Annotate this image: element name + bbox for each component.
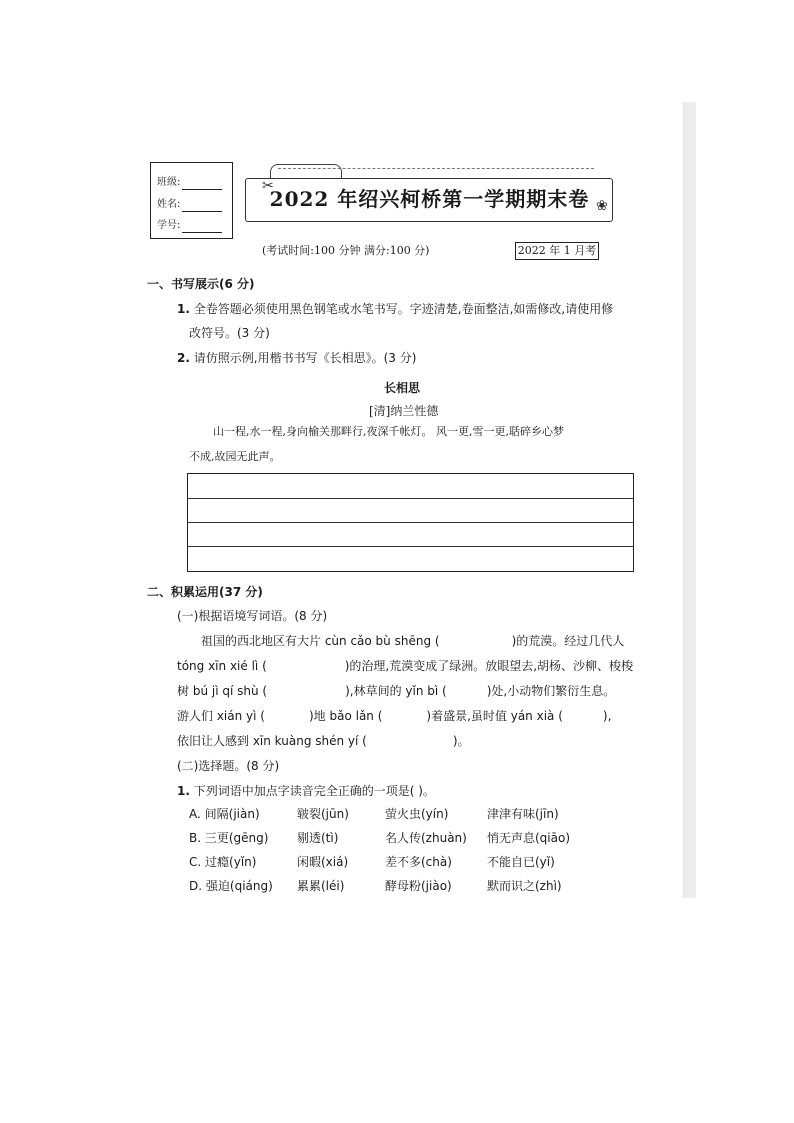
question-2-number: 2. (177, 351, 190, 365)
fill-text: )。 (452, 734, 470, 748)
option-label: D. (189, 879, 203, 893)
student-id-line (182, 222, 222, 233)
pinyin-bu-ji-qi-shu: bú jì qí shù (192, 684, 259, 698)
option-label: A. (189, 807, 201, 821)
answer-blank-4[interactable] (447, 683, 487, 695)
option-word (487, 878, 562, 894)
option-word (385, 854, 452, 870)
option-word-text: 三更(gēng) (204, 831, 269, 845)
scissors-icon: ✂ (262, 178, 274, 194)
answer-blank-6[interactable] (382, 708, 426, 720)
option-word-text: 默而识之(zhì) (487, 879, 562, 893)
writing-line (188, 546, 633, 547)
option-word (487, 854, 555, 870)
question-2-text: 请仿照示例,用楷书书写《长相思》。(3 分) (193, 351, 417, 365)
fill-line-2 (177, 657, 633, 675)
paren-open: ( (256, 709, 265, 723)
question-2 (177, 349, 416, 367)
question-1-number: 1. (177, 302, 190, 316)
pinyin-tong-xin-xie-li: tóng xīn xié lì (177, 659, 259, 673)
fill-line-4 (177, 707, 611, 725)
exam-info: (考试时间:100 分钟 满分:100 分) (262, 244, 430, 257)
name-field[interactable] (157, 198, 222, 212)
poem-title: 长相思 (384, 381, 421, 395)
pinyin-bao-lan: bǎo lǎn (329, 709, 374, 723)
pinyin-yan-xia: yán xià (510, 709, 555, 723)
answer-blank-3[interactable] (267, 683, 345, 695)
question-1-text: 全卷答题必须使用黑色钢笔或水笔书写。字迹清楚,卷面整洁,如需修改,请使用修 (193, 302, 614, 316)
pinyin-xin-kuang-shen-yi: xīn kuàng shén yí (252, 734, 359, 748)
student-info-box (150, 162, 233, 239)
option-word-first (189, 830, 268, 846)
option-label: C. (189, 855, 202, 869)
pinyin-xian-yi: xián yì (216, 709, 257, 723)
option-word-text: 闲暇(xiá) (297, 855, 349, 869)
option-word-first (189, 806, 260, 822)
fill-line-3 (177, 682, 615, 700)
class-field[interactable] (157, 176, 222, 190)
mc-question-text: 下列词语中加点字读音完全正确的一项是( )。 (193, 784, 435, 798)
question-1-line2: 改符号。(3 分) (189, 326, 270, 340)
part1-heading: (一)根据语境写词语。(8 分) (177, 609, 328, 623)
question-1-line1 (177, 300, 613, 318)
paren-open: ( (373, 709, 383, 723)
option-word-text: 津津有味(jīn) (487, 807, 559, 821)
name-line (182, 201, 222, 212)
fill-text: ), (602, 709, 612, 723)
mc-question-number: 1. (177, 784, 190, 798)
option-word-text: 过瘾(yǐn) (205, 855, 257, 869)
answer-blank-2[interactable] (267, 658, 345, 670)
poem-author: [清]纳兰性德 (369, 404, 439, 418)
poem-line-1: 山一程,水一程,身向榆关那畔行,夜深千帐灯。 风一更,雪一更,聒碎乡心梦 (213, 425, 564, 438)
paren-open: ( (554, 709, 563, 723)
option-word-text: 皲裂(jūn) (297, 807, 349, 821)
option-word (297, 878, 344, 894)
section2-heading: 二、积累运用(37 分) (147, 585, 263, 599)
option-word (385, 830, 467, 846)
fill-line-1 (201, 632, 624, 650)
option-word-text: 悄无声息(qiāo) (487, 831, 571, 845)
paren-open: ( (258, 659, 267, 673)
answer-blank-5[interactable] (265, 708, 309, 720)
writing-line (188, 498, 633, 499)
option-label: B. (189, 831, 202, 845)
option-word-text: 累累(léi) (297, 879, 345, 893)
option-word-first (189, 878, 273, 894)
pinyin-cun-cao-bu-sheng: cùn cǎo bù shēng (324, 634, 432, 648)
exam-title: 2022 年绍兴柯桥第一学期期末卷 (269, 187, 590, 211)
name-label: 姓名: (157, 199, 181, 210)
option-word (487, 830, 570, 846)
fill-text: 树 (177, 684, 193, 698)
bee-icon: ❀ (596, 198, 608, 214)
fill-text: 祖国的西北地区有大片 (201, 634, 325, 648)
writing-practice-box[interactable] (187, 473, 634, 572)
fill-text: 游人们 (177, 709, 217, 723)
fill-text: 依旧让人感到 (177, 734, 253, 748)
option-word-text: 酵母粉(jiào) (385, 879, 452, 893)
class-line (182, 179, 222, 190)
paren-open: ( (258, 684, 268, 698)
option-word (297, 830, 338, 846)
fill-text: )着盛景,虽时值 (426, 709, 511, 723)
option-word-text: 名人传(zhuàn) (385, 831, 467, 845)
poem-line-2: 不成,故园无此声。 (189, 450, 281, 463)
student-id-label: 学号: (157, 220, 181, 231)
option-word-text: 差不多(chà) (385, 855, 452, 869)
option-word (297, 806, 349, 822)
writing-line (188, 522, 633, 523)
fill-text: )处,小动物们繁衍生息。 (486, 684, 616, 698)
fill-text: )地 (308, 709, 330, 723)
paren-open: ( (358, 734, 367, 748)
option-word (385, 878, 452, 894)
option-word-first (189, 854, 256, 870)
paren-open: ( (431, 634, 440, 648)
option-word (297, 854, 348, 870)
section1-heading: 一、书写展示(6 分) (147, 277, 255, 291)
exam-date: 2022 年 1 月考 (515, 242, 599, 260)
option-word-text: 强迫(qiáng) (205, 879, 273, 893)
class-label: 班级: (157, 177, 181, 188)
pinyin-yin-bi: yǐn bì (405, 684, 439, 698)
option-word-text: 间隔(jiàn) (204, 807, 260, 821)
option-word (487, 806, 559, 822)
banner-stitch-line (278, 168, 594, 177)
option-word-text: 萤火虫(yín) (385, 807, 449, 821)
mc-question-1 (177, 782, 435, 800)
paren-open: ( (438, 684, 447, 698)
answer-blank-7[interactable] (563, 708, 603, 720)
answer-blank-1[interactable] (440, 633, 512, 645)
part2-heading: (二)选择题。(8 分) (177, 759, 280, 773)
answer-blank-8[interactable] (367, 733, 453, 745)
student-id-field[interactable] (157, 219, 222, 233)
fill-text: )的治理,荒漠变成了绿洲。放眼望去,胡杨、沙柳、梭梭 (344, 659, 634, 673)
option-word-text: 剔透(tì) (297, 831, 339, 845)
option-word (385, 806, 448, 822)
fill-line-5 (177, 732, 470, 750)
option-word-text: 不能自已(yǐ) (487, 855, 555, 869)
fill-text: )的荒漠。经过几代人 (511, 634, 625, 648)
fill-text: ),林草间的 (345, 684, 406, 698)
